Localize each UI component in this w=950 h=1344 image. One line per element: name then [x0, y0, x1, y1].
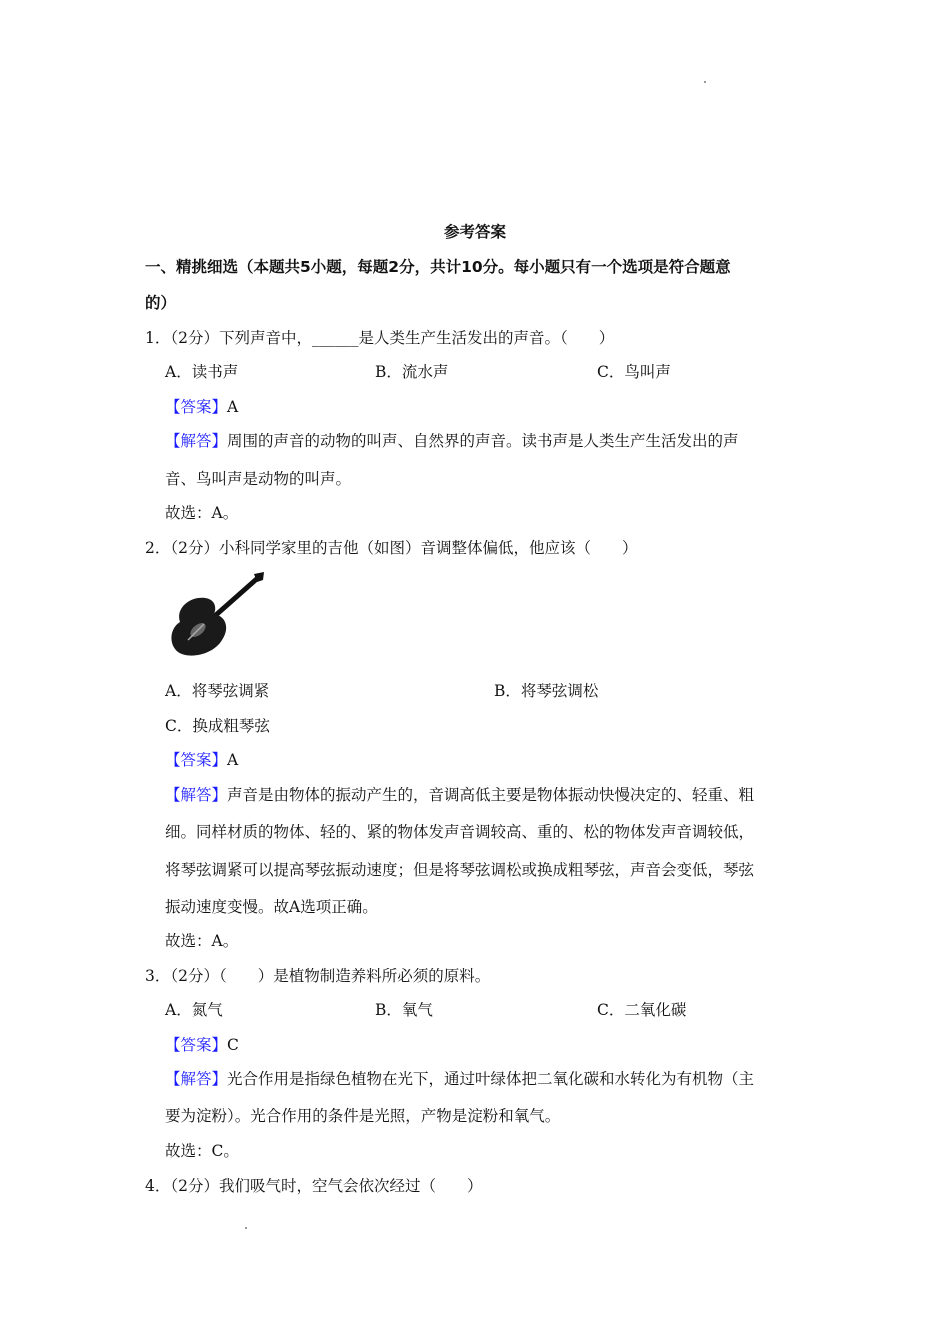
q3-choice: 故选：C。	[165, 1142, 239, 1160]
question-1-stem: 1．（2分）下列声音中，______是人类生产生活发出的声音。（ ）	[145, 329, 615, 347]
q1-answer	[165, 397, 238, 417]
question-3-stem: 3．（2分）（ ）是植物制造养料所必须的原料。	[145, 967, 491, 985]
explain-label: 【解答】	[165, 1070, 228, 1088]
q1-option-c: C．鸟叫声	[597, 363, 671, 381]
question-4-stem: 4．（2分）我们吸气时，空气会依次经过（ ）	[145, 1177, 483, 1195]
q1-explain-cont: 音、鸟叫声是动物的叫声。	[165, 470, 352, 488]
explain-label: 【解答】	[165, 432, 228, 450]
q1-option-a: A．读书声	[165, 363, 239, 381]
answer-value: A	[227, 751, 239, 769]
explain-text: 周围的声音的动物的叫声、自然界的声音。读书声是人类生产生活发出的声	[227, 432, 739, 450]
q2-option-b: B．将琴弦调松	[494, 682, 599, 700]
explain-text: 声音是由物体的振动产生的，音调高低主要是物体振动快慢决定的、轻重、粗	[227, 786, 755, 804]
q2-option-c: C．换成粗琴弦	[165, 717, 270, 735]
answer-label: 【答案】	[165, 398, 228, 416]
q2-choice: 故选：A。	[165, 932, 239, 950]
q3-explain-cont: 要为淀粉）。光合作用的条件是光照，产物是淀粉和氧气。	[165, 1107, 561, 1125]
q1-explain	[165, 431, 739, 451]
q3-explain	[165, 1069, 754, 1089]
section-heading-cont: 的）	[145, 294, 177, 312]
q3-option-a: A．氮气	[165, 1001, 223, 1019]
answer-value: C	[227, 1036, 239, 1054]
q3-option-b: B．氧气	[375, 1001, 433, 1019]
page-mark	[704, 81, 706, 83]
answer-label: 【答案】	[165, 751, 228, 769]
explain-label: 【解答】	[165, 786, 228, 804]
answer-value: A	[227, 398, 239, 416]
q2-explain-cont: 将琴弦调紧可以提高琴弦振动速度；但是将琴弦调松或换成粗琴弦，声音会变低，琴弦	[165, 861, 755, 879]
q2-option-a: A．将琴弦调紧	[165, 682, 270, 700]
q2-explain-cont: 细。同样材质的物体、轻的、紧的物体发声音调较高、重的、松的物体发声音调较低，	[165, 823, 755, 841]
section-heading: 一、精挑细选（本题共5小题，每题2分，共计10分。每小题只有一个选项是符合题意	[145, 258, 731, 276]
guitar-image	[168, 570, 268, 662]
q3-answer	[165, 1035, 239, 1055]
page-mark	[245, 1227, 247, 1229]
q2-explain	[165, 785, 754, 805]
q2-answer	[165, 750, 238, 770]
explain-text: 光合作用是指绿色植物在光下，通过叶绿体把二氧化碳和水转化为有机物（主	[227, 1070, 755, 1088]
answer-label: 【答案】	[165, 1036, 228, 1054]
q2-explain-cont: 振动速度变慢。故A选项正确。	[165, 898, 378, 916]
q1-choice: 故选：A。	[165, 504, 239, 522]
q3-option-c: C．二氧化碳	[597, 1001, 687, 1019]
q1-option-b: B．流水声	[375, 363, 449, 381]
question-2-stem: 2．（2分）小科同学家里的吉他（如图）音调整体偏低，他应该（ ）	[145, 539, 638, 557]
page-title: 参考答案	[443, 223, 506, 241]
